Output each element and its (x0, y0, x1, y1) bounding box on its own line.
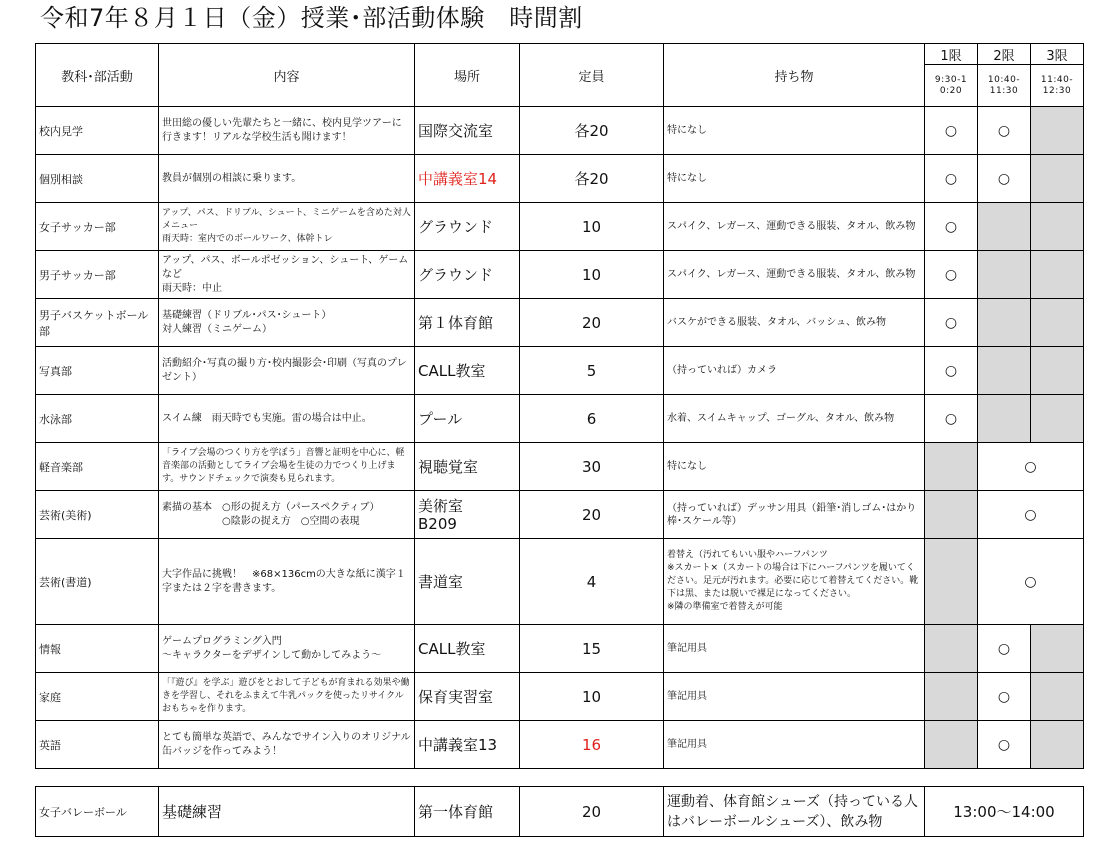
table-row (36, 673, 1084, 721)
row-items: （持っていれば）デッサン用具（鉛筆･消しゴム･はかり棒･スケール等） (664, 491, 925, 539)
period-2-unavailable (978, 203, 1031, 251)
row-place: 視聴覚室 (415, 443, 520, 491)
row-place: 保育実習室 (415, 673, 520, 721)
period-3-unavailable (1031, 203, 1084, 251)
period-2-3-mark: ○ (978, 539, 1084, 625)
period-3-unavailable (1031, 107, 1084, 155)
extra-capacity: 20 (520, 787, 664, 837)
period-2-unavailable (978, 251, 1031, 299)
period-2-3-mark: ○ (978, 443, 1084, 491)
row-items: スパイク、レガース、運動できる服装、タオル、飲み物 (664, 251, 925, 299)
table-row (36, 395, 1084, 443)
row-capacity: 10 (520, 673, 664, 721)
extra-schedule-table (35, 786, 1084, 837)
row-items: （持っていれば）カメラ (664, 347, 925, 395)
row-place: 中講義室14 (415, 155, 520, 203)
extra-place: 第一体育館 (415, 787, 520, 837)
row-subject: 芸術(書道) (36, 539, 159, 625)
extra-content: 基礎練習 (159, 787, 415, 837)
period-3-unavailable (1031, 347, 1084, 395)
row-subject: 軽音楽部 (36, 443, 159, 491)
row-place: 第１体育館 (415, 299, 520, 347)
period-2-unavailable (978, 347, 1031, 395)
row-place: 中講義室13 (415, 721, 520, 769)
period-1-mark: ○ (925, 155, 978, 203)
table-row (36, 787, 1084, 837)
row-items: 筆記用具 (664, 625, 925, 673)
header-period-1: 1限 (925, 44, 978, 65)
row-content: 世田総の優しい先輩たちと一緒に、校内見学ツアーに行きます！リアルな学校生活も聞けます！ (159, 107, 415, 155)
row-subject: 家庭 (36, 673, 159, 721)
row-items: 特になし (664, 107, 925, 155)
period-1-mark: ○ (925, 347, 978, 395)
table-row (36, 443, 1084, 491)
extra-items: 運動着、体育館シューズ（持っている人はバレーボールシューズ）、飲み物 (664, 787, 925, 837)
row-items: 筆記用具 (664, 721, 925, 769)
period-2-time: 10:40- 11:30 (978, 65, 1031, 107)
header-items: 持ち物 (664, 44, 925, 107)
row-subject: 芸術(美術) (36, 491, 159, 539)
row-place: グラウンド (415, 251, 520, 299)
period-2-mark: ○ (978, 155, 1031, 203)
period-2-mark: ○ (978, 673, 1031, 721)
row-items: スパイク、レガース、運動できる服装、タオル、飲み物 (664, 203, 925, 251)
row-items: 特になし (664, 155, 925, 203)
header-period-3: 3限 (1031, 44, 1084, 65)
row-capacity: 4 (520, 539, 664, 625)
row-capacity: 各20 (520, 107, 664, 155)
table-row (36, 155, 1084, 203)
row-place: CALL教室 (415, 625, 520, 673)
header-subject: 教科･部活動 (36, 44, 159, 107)
header-content: 内容 (159, 44, 415, 107)
row-content: とても簡単な英語で、みんなでサイン入りのオリジナル缶バッジを作ってみよう！ (159, 721, 415, 769)
row-content: アップ、パス、ドリブル、シュート、ミニゲームを含めた対人メニュー 雨天時：室内でのボールワーク、体幹トレ (159, 203, 415, 251)
row-content: スイム練 雨天時でも実施。雷の場合は中止。 (159, 395, 415, 443)
header-period-2: 2限 (978, 44, 1031, 65)
table-row (36, 721, 1084, 769)
period-1-unavailable (925, 443, 978, 491)
schedule-table (35, 43, 1084, 769)
period-2-unavailable (978, 299, 1031, 347)
row-capacity: 30 (520, 443, 664, 491)
row-content: 基礎練習（ドリブル･パス･シュート） 対人練習（ミニゲーム） (159, 299, 415, 347)
header-place: 場所 (415, 44, 520, 107)
row-capacity: 20 (520, 299, 664, 347)
period-1-mark: ○ (925, 299, 978, 347)
period-3-time: 11:40- 12:30 (1031, 65, 1084, 107)
period-3-unavailable (1031, 673, 1084, 721)
page-title: 令和7年８月１日（金）授業･部活動体験 時間割 (40, 4, 583, 32)
row-subject: 情報 (36, 625, 159, 673)
row-items: 着替え（汚れてもいい服やハーフパンツ ※スカート×（スカートの場合は下にハーフパンツを履いてください。足元が汚れます。必要に応じて着替えてください。靴下は黒、または脱いで裸足になってください。 ※隣の準備室で着替えが可能 (664, 539, 925, 625)
table-row (36, 491, 1084, 539)
row-content: 大字作品に挑戦！ ※68×136cmの大きな紙に漢字１字または２字を書きます。 (159, 539, 415, 625)
table-row (36, 251, 1084, 299)
period-2-mark: ○ (978, 625, 1031, 673)
period-2-mark: ○ (978, 721, 1031, 769)
row-capacity: 10 (520, 251, 664, 299)
period-3-unavailable (1031, 395, 1084, 443)
row-items: バスケができる服装、タオル、バッシュ、飲み物 (664, 299, 925, 347)
period-2-unavailable (978, 395, 1031, 443)
period-2-3-mark: ○ (978, 491, 1084, 539)
period-1-mark: ○ (925, 203, 978, 251)
extra-time: 13:00～14:00 (925, 787, 1084, 837)
row-subject: 男子サッカー部 (36, 251, 159, 299)
row-subject: 校内見学 (36, 107, 159, 155)
period-3-unavailable (1031, 299, 1084, 347)
row-content: 「ライブ会場のつくり方を学ぼう」音響と証明を中心に、軽音楽部の活動としてライブ会場を生徒の力でつくり上げます。サウンドチェックで演奏も見られます。 (159, 443, 415, 491)
row-capacity: 10 (520, 203, 664, 251)
period-1-unavailable (925, 673, 978, 721)
row-place: グラウンド (415, 203, 520, 251)
table-row (36, 625, 1084, 673)
row-content: ゲームプログラミング入門 ～キャラクターをデザインして動かしてみよう～ (159, 625, 415, 673)
period-1-unavailable (925, 721, 978, 769)
row-capacity: 15 (520, 625, 664, 673)
row-capacity: 16 (520, 721, 664, 769)
table-row (36, 107, 1084, 155)
row-place: CALL教室 (415, 347, 520, 395)
row-content: 活動紹介･写真の撮り方･校内撮影会･印刷（写真のプレゼント） (159, 347, 415, 395)
row-content: アップ、パス、ボールポゼッション、シュート、ゲーム など 雨天時：中止 (159, 251, 415, 299)
row-place: 美術室 B209 (415, 491, 520, 539)
row-place: 国際交流室 (415, 107, 520, 155)
row-items: 筆記用具 (664, 673, 925, 721)
period-3-unavailable (1031, 155, 1084, 203)
period-3-unavailable (1031, 625, 1084, 673)
row-items: 水着、スイムキャップ、ゴーグル、タオル、飲み物 (664, 395, 925, 443)
extra-subject: 女子バレーボール (36, 787, 159, 837)
row-subject: 写真部 (36, 347, 159, 395)
row-content: 素描の基本 ○形の捉え方（パースペクティブ） ○陰影の捉え方 ○空間の表現 (159, 491, 415, 539)
period-1-unavailable (925, 491, 978, 539)
table-row (36, 539, 1084, 625)
row-capacity: 6 (520, 395, 664, 443)
period-3-unavailable (1031, 251, 1084, 299)
row-subject: 水泳部 (36, 395, 159, 443)
period-1-mark: ○ (925, 107, 978, 155)
table-row (36, 347, 1084, 395)
row-subject: 個別相談 (36, 155, 159, 203)
period-1-unavailable (925, 625, 978, 673)
row-subject: 英語 (36, 721, 159, 769)
period-1-time: 9:30-1 0:20 (925, 65, 978, 107)
period-1-mark: ○ (925, 251, 978, 299)
table-row (36, 203, 1084, 251)
period-3-unavailable (1031, 721, 1084, 769)
row-content: 「『遊び』を学ぶ」遊びをとおして子どもが育まれる効果や働きを学習し、それをふまえて牛乳パックを使ったリサイクルおもちゃを作ります。 (159, 673, 415, 721)
table-row (36, 299, 1084, 347)
row-items: 特になし (664, 443, 925, 491)
row-capacity: 各20 (520, 155, 664, 203)
row-capacity: 20 (520, 491, 664, 539)
row-subject: 男子バスケットボール部 (36, 299, 159, 347)
period-2-mark: ○ (978, 107, 1031, 155)
period-1-mark: ○ (925, 395, 978, 443)
row-place: 書道室 (415, 539, 520, 625)
header-capacity: 定員 (520, 44, 664, 107)
period-1-unavailable (925, 539, 978, 625)
row-place: プール (415, 395, 520, 443)
row-subject: 女子サッカー部 (36, 203, 159, 251)
row-capacity: 5 (520, 347, 664, 395)
row-content: 教員が個別の相談に乗ります。 (159, 155, 415, 203)
